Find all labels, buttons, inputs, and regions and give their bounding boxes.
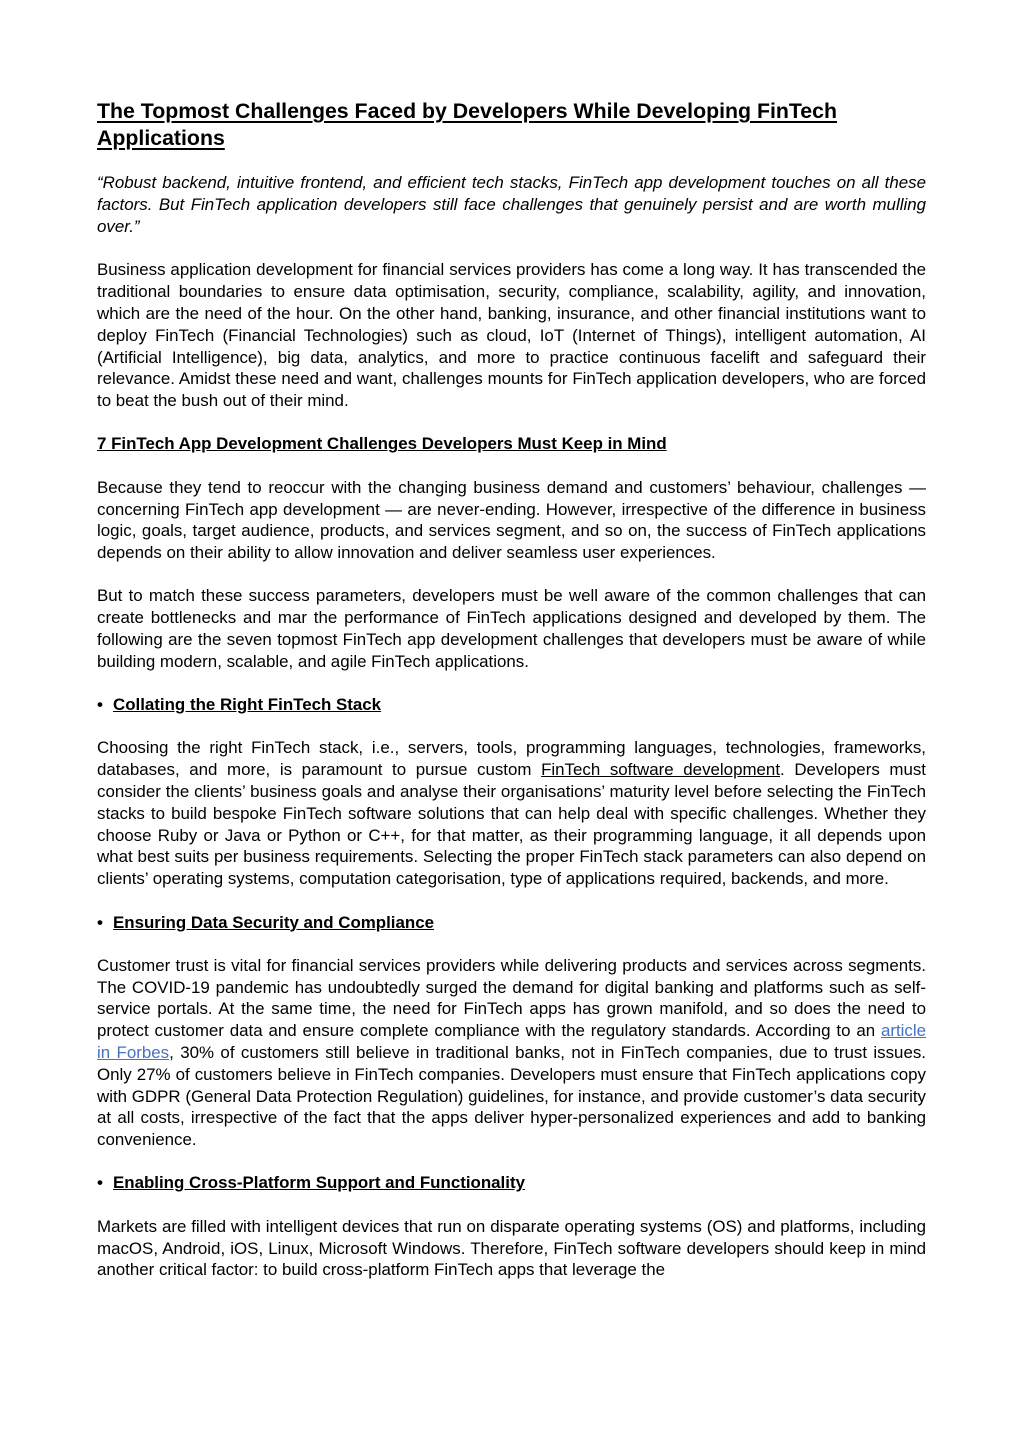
document-title: The Topmost Challenges Faced by Developers While Developing FinTech Applications [97, 99, 838, 150]
paragraph-text: Choosing the right FinTech stack, i.e., servers, tools, programming languages, technologies, frameworks, databases, and more, is paramount to pursue custom [97, 738, 926, 780]
intro-quote: “Robust backend, intuitive frontend, and efficient tech stacks, FinTech app development touches on all these factors. But FinTech application developers still face challenges that genuinely persist and are worth mulling over.” [97, 173, 926, 236]
bullet-heading-text: Ensuring Data Security and Compliance [113, 912, 434, 932]
paragraph-text: . Developers must consider the clients’ business goals and analyse their organisations’ maturity level before selecting the FinTech stacks to build bespoke FinTech software solutions that can help deal with specific challenges. Whether they choose Ruby or Java or Python or C++, for that matter, as their programming language, it all depends upon what best suits per business requirements. Selecting the proper FinTech stack parameters can also depend on clients’ operating systems, computation categorisation, type of applications required, backends, and more. [97, 760, 926, 889]
bullet-heading-cross-platform [97, 1172, 926, 1194]
paragraph-text: Customer trust is vital for financial services providers while delivering products and services across segments. The COVID-19 pandemic has undoubtedly surged the demand for digital banking and platforms such as self-service portals. At the same time, the need for FinTech apps has grown manifold, and so does the need to protect customer data and ensure complete compliance with the regulatory standards. According to an [97, 955, 926, 1041]
document-page [97, 98, 926, 1303]
intro-paragraph: Business application development for financial services providers has come a long way. It has transcended the traditional boundaries to ensure data optimisation, security, compliance, scalability, agility, and innovation, which are the need of the hour. On the other hand, banking, insurance, and other financial institutions want to deploy FinTech (Financial Technologies) such as cloud, IoT (Internet of Things), intelligent automation, AI (Artificial Intelligence), big data, analytics, and more to practice continuous facelift and safeguard their relevance. Amidst these need and want, challenges mounts for FinTech application developers, who are forced to beat the bush out of their mind. [97, 260, 926, 411]
data-security-paragraph [97, 955, 926, 1151]
bullet-heading-data-security [97, 912, 926, 934]
section-paragraph-1: Because they tend to reoccur with the changing business demand and customers’ behaviour, challenges — concerning FinTech app development — are never-ending. However, irrespective of the difference in business logic, goals, target audience, products, and services segment, and so on, the success of FinTech applications depends on their ability to allow innovation and deliver seamless user experiences. [97, 477, 926, 563]
cross-platform-paragraph: Markets are filled with intelligent devices that run on disparate operating systems (OS) and platforms, including macOS, Android, iOS, Linux, Microsoft Windows. Therefore, FinTech software developers should keep in mind another critical factor: to build cross-platform FinTech apps that leverage the [97, 1216, 926, 1280]
bullet-heading-text: Enabling Cross-Platform Support and Functionality [113, 1173, 525, 1193]
fintech-stack-paragraph [97, 737, 926, 890]
bullet-heading-text: Collating the Right FinTech Stack [113, 695, 382, 715]
bullet-heading-fintech-stack [97, 694, 926, 716]
section-paragraph-2: But to match these success parameters, developers must be well aware of the common challenges that can create bottlenecks and mar the performance of FinTech applications designed and developed by them. The following are the seven topmost FinTech app development challenges that developers must be aware of while building modern, scalable, and agile FinTech applications. [97, 586, 926, 671]
section-heading: 7 FinTech App Development Challenges Developers Must Keep in Mind [97, 434, 667, 454]
fintech-software-development-link[interactable]: FinTech software development [541, 760, 781, 780]
forbes-article-link[interactable]: article in Forbes [97, 1021, 926, 1062]
bullet-icon: • [97, 912, 103, 932]
bullet-icon: • [97, 1173, 103, 1193]
bullet-icon: • [97, 695, 103, 715]
paragraph-text: , 30% of customers still believe in traditional banks, not in FinTech companies, due to trust issues. Only 27% of customers believe in FinTech companies. Developers must ensure that FinTech applications copy with GDPR (General Data Protection Regulation) guidelines, for instance, and provide customer’s data security at all costs, irrespective of the fact that the apps deliver hyper-personalized experiences and add to banking convenience. [97, 1043, 926, 1150]
